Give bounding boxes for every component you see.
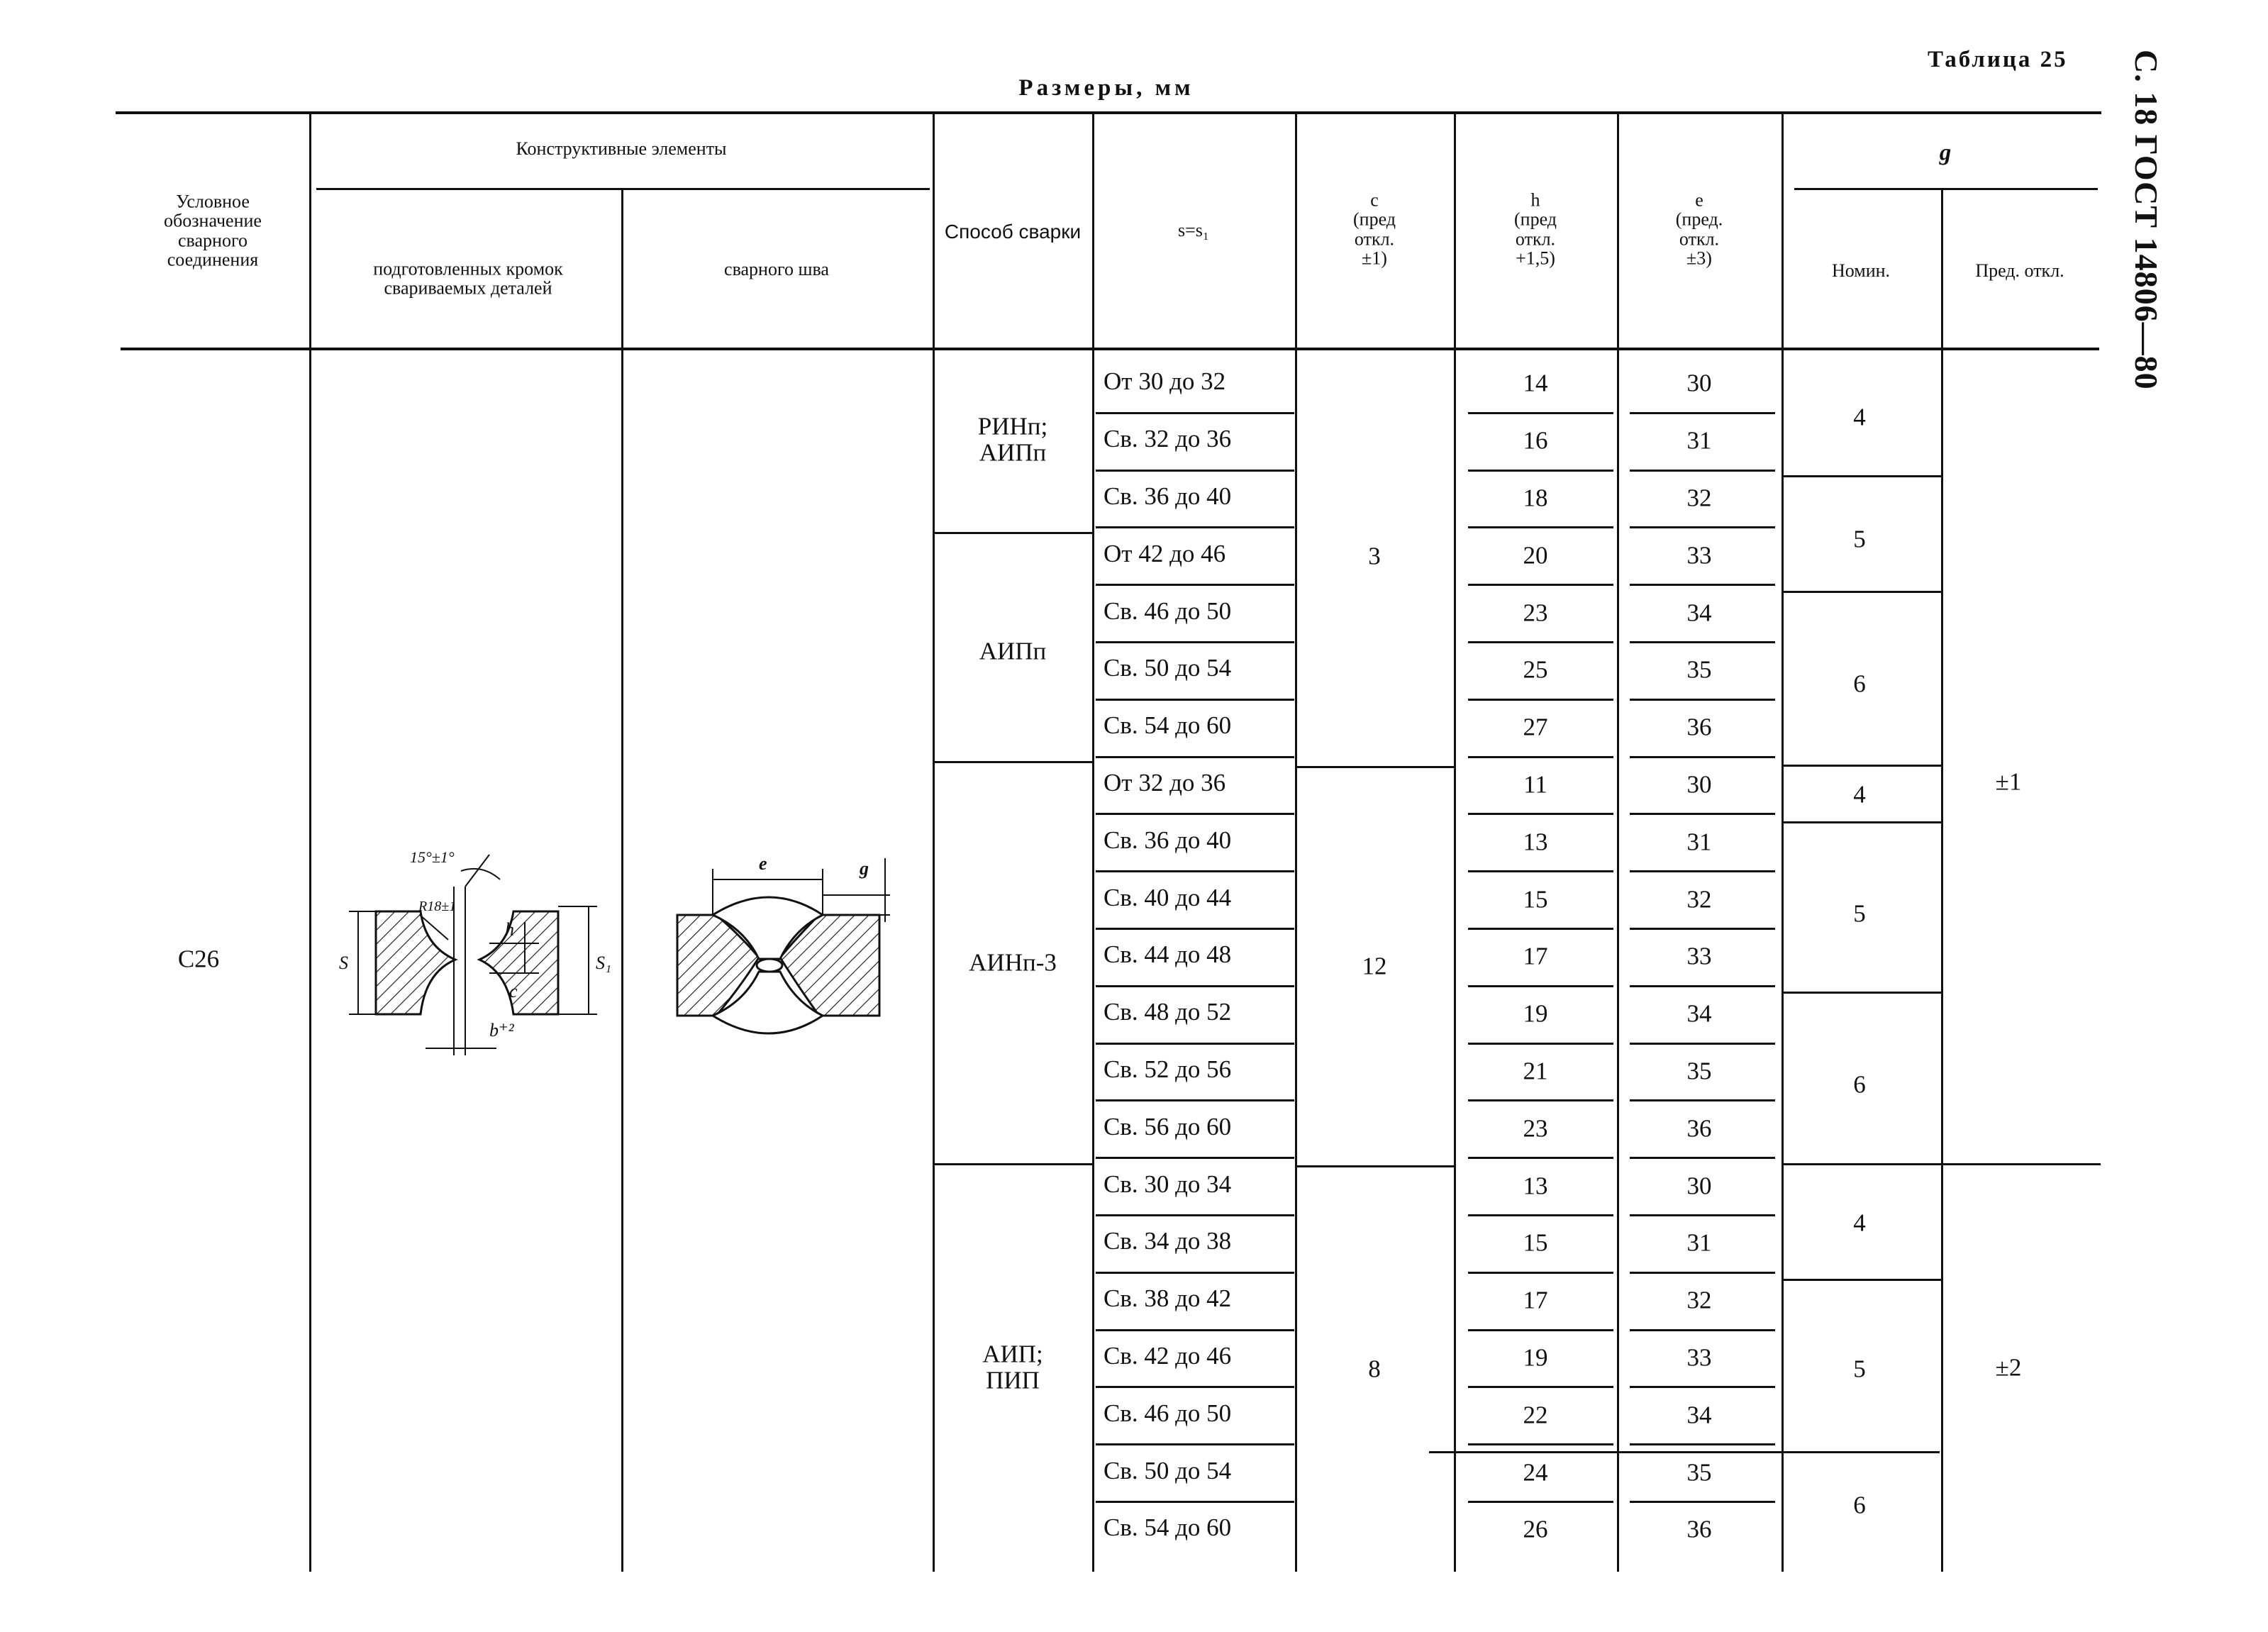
row-h-value: 16	[1523, 426, 1548, 455]
row-thickness-range: Св. 52 до 56	[1104, 1055, 1232, 1083]
header-method: Способ сварки	[944, 221, 1082, 243]
row-h-value: 20	[1523, 541, 1548, 570]
row-h-value: 21	[1523, 1057, 1548, 1085]
g-nominal-5: 5	[1853, 899, 1866, 928]
row-e-value: 31	[1686, 1228, 1712, 1257]
row-e-value: 34	[1686, 999, 1712, 1028]
row-thickness-range: От 30 до 32	[1104, 367, 1226, 396]
row-h-value: 25	[1523, 655, 1548, 684]
method-aipp: АИПп	[979, 637, 1047, 665]
figure-angle-label: 15°±1°	[410, 848, 455, 866]
g-nominal-1: 4	[1853, 403, 1866, 431]
row-thickness-range: Св. 40 до 44	[1104, 883, 1232, 911]
row-thickness-range: Св. 38 до 42	[1104, 1284, 1232, 1313]
g-tolerance-2: ±2	[1995, 1353, 2022, 1382]
row-h-value: 17	[1523, 1286, 1548, 1314]
row-e-value: 31	[1686, 426, 1712, 455]
designation-value: С26	[177, 945, 220, 973]
row-thickness-range: Св. 48 до 52	[1104, 998, 1232, 1026]
figure-s1-label: S₁	[596, 953, 612, 973]
row-h-value: 15	[1523, 885, 1548, 914]
g-nominal-9: 6	[1853, 1491, 1866, 1519]
g-nominal-2: 5	[1853, 525, 1866, 553]
c-value-2: 12	[1362, 952, 1387, 980]
c-value-3: 8	[1368, 1355, 1381, 1383]
row-thickness-range: Св. 54 до 60	[1104, 1514, 1232, 1542]
row-thickness-range: Св. 56 до 60	[1104, 1112, 1232, 1140]
figure-s-label: S	[339, 953, 348, 973]
row-h-value: 14	[1523, 369, 1548, 397]
header-g-nominal: Номин.	[1831, 260, 1891, 281]
row-h-value: 11	[1523, 770, 1547, 799]
figure-e-label: e	[759, 853, 767, 874]
header-g-tolerance: Пред. откл.	[1975, 260, 2064, 281]
row-h-value: 15	[1523, 1228, 1548, 1257]
row-e-value: 30	[1686, 1172, 1712, 1200]
row-e-value: 36	[1686, 713, 1712, 741]
row-thickness-range: От 42 до 46	[1104, 539, 1226, 567]
row-e-value: 32	[1686, 885, 1712, 914]
header-g: g	[1939, 140, 1952, 166]
row-thickness-range: Св. 32 до 36	[1104, 425, 1232, 453]
table-label: Таблица 25	[1928, 47, 2068, 72]
header-h: h (пред откл. +1,5)	[1514, 189, 1557, 269]
row-h-value: 19	[1523, 1343, 1548, 1372]
header-e: e (пред. откл. ±3)	[1675, 189, 1723, 269]
figure-h-label: h	[505, 919, 514, 940]
c-value-1: 3	[1368, 542, 1381, 570]
row-h-value: 26	[1523, 1515, 1548, 1543]
row-h-value: 24	[1523, 1458, 1548, 1487]
row-e-value: 30	[1686, 770, 1712, 799]
row-e-value: 35	[1686, 655, 1712, 684]
page-side-caption: С. 18 ГОСТ 14806—80	[2128, 50, 2164, 390]
header-prepared-edges: подготовленных кромок свариваемых деталей	[373, 258, 563, 299]
row-h-value: 23	[1523, 1114, 1548, 1143]
row-h-value: 13	[1523, 1172, 1548, 1200]
row-thickness-range: Св. 46 до 50	[1104, 1399, 1232, 1427]
row-thickness-range: Св. 54 до 60	[1104, 711, 1232, 740]
row-thickness-range: Св. 50 до 54	[1104, 1456, 1232, 1484]
row-thickness-range: Св. 34 до 38	[1104, 1227, 1232, 1255]
g-nominal-8: 5	[1853, 1355, 1866, 1383]
g-nominal-6: 6	[1853, 1070, 1866, 1099]
row-thickness-range: Св. 50 до 54	[1104, 654, 1232, 682]
row-h-value: 19	[1523, 999, 1548, 1028]
row-e-value: 34	[1686, 599, 1712, 627]
g-nominal-3: 6	[1853, 670, 1866, 698]
figure-radius-label: R18±1	[418, 899, 457, 914]
row-e-value: 36	[1686, 1114, 1712, 1143]
figure-c-label: c	[509, 981, 518, 1001]
row-h-value: 22	[1523, 1401, 1548, 1429]
g-tolerance-1: ±1	[1995, 767, 2022, 796]
method-ainp-3: АИНп-3	[969, 948, 1057, 977]
header-c: c (пред откл. ±1)	[1353, 189, 1396, 269]
row-thickness-range: От 32 до 36	[1104, 769, 1226, 796]
row-thickness-range: Св. 36 до 40	[1104, 826, 1232, 854]
g-nominal-4: 4	[1853, 780, 1866, 809]
row-thickness-range: Св. 44 до 48	[1104, 940, 1232, 969]
row-thickness-range: Св. 36 до 40	[1104, 482, 1232, 510]
units-caption: Размеры, мм	[1018, 75, 1194, 101]
figure-b-label: b⁺²	[489, 1020, 514, 1040]
header-designation: Условное обозначение сварного соединения	[164, 191, 262, 270]
row-e-value: 30	[1686, 369, 1712, 397]
row-thickness-range: Св. 46 до 50	[1104, 596, 1232, 625]
row-e-value: 34	[1686, 1401, 1712, 1429]
row-thickness-range: Св. 42 до 46	[1104, 1342, 1232, 1370]
row-e-value: 36	[1686, 1515, 1712, 1543]
method-aip-pip: АИП; ПИП	[982, 1340, 1043, 1394]
header-weld-seam: сварного шва	[724, 259, 829, 279]
method-rinp-aipp: РИНп; АИПп	[977, 412, 1048, 466]
header-structural-elements: Конструктивные элементы	[516, 138, 727, 159]
row-h-value: 13	[1523, 828, 1548, 856]
row-h-value: 18	[1523, 484, 1548, 512]
row-e-value: 35	[1686, 1057, 1712, 1085]
row-e-value: 32	[1686, 484, 1712, 512]
row-e-value: 33	[1686, 942, 1712, 970]
row-e-value: 35	[1686, 1458, 1712, 1487]
row-thickness-range: Св. 30 до 34	[1104, 1170, 1232, 1198]
row-e-value: 33	[1686, 541, 1712, 570]
row-h-value: 23	[1523, 599, 1548, 627]
row-h-value: 27	[1523, 713, 1548, 741]
header-thickness: s=s₁	[1178, 220, 1209, 240]
figure-g-label: g	[860, 858, 869, 879]
row-e-value: 32	[1686, 1286, 1712, 1314]
row-e-value: 33	[1686, 1343, 1712, 1372]
g-nominal-7: 4	[1853, 1209, 1866, 1237]
row-h-value: 17	[1523, 942, 1548, 970]
row-e-value: 31	[1686, 828, 1712, 856]
